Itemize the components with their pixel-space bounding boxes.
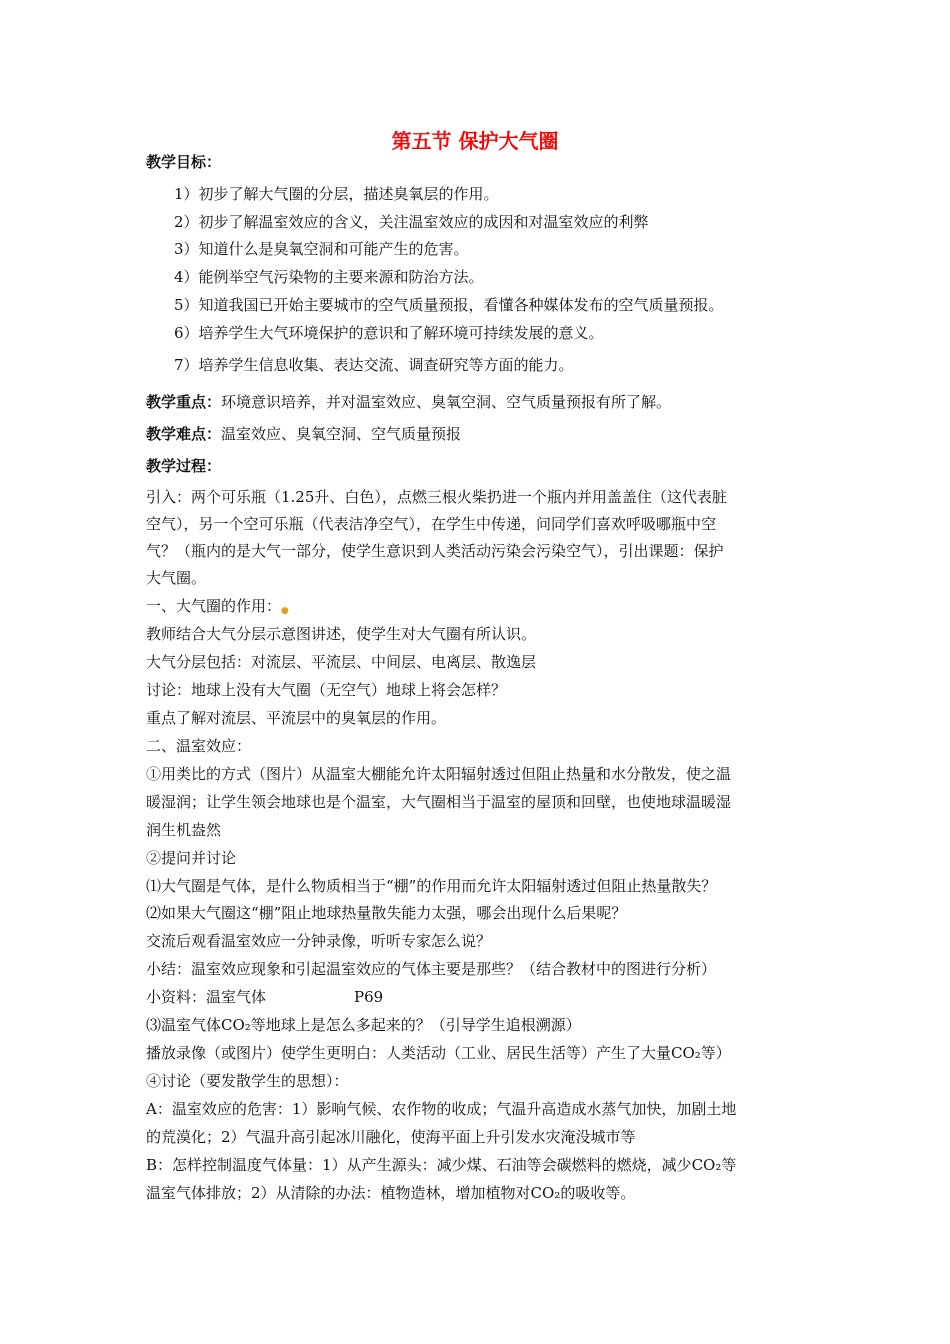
objective-item: 3）知道什么是臭氧空洞和可能产生的危害。 xyxy=(174,240,469,258)
page-title: 第五节 保护大气圈 xyxy=(391,129,559,153)
process-line: 润生机盎然 xyxy=(146,821,222,839)
process-line: 大气圈。 xyxy=(146,569,207,587)
process-line: ①用类比的方式（图片）从温室大棚能允许太阳辐射透过但阻止热量和水分散发，使之温 xyxy=(146,765,732,783)
process-line: 播放录像（或图片）使学生更明白：人类活动（工业、居民生活等）产生了大量CO₂等） xyxy=(146,1044,731,1062)
key-points-text: 环境意识培养，并对温室效应、臭氧空洞、空气质量预报有所了解。 xyxy=(221,393,672,411)
process-line: B：怎样控制温度气体量：1）从产生源头：减少煤、石油等会碳燃料的燃烧，减少CO₂等 xyxy=(146,1156,737,1174)
objective-item: 5）知道我国已开始主要城市的空气质量预报，看懂各种媒体发布的空气质量预报。 xyxy=(174,296,724,314)
reference-line xyxy=(146,987,383,1007)
process-line: 的荒漠化；2）气温升高引起冰川融化，使海平面上升引发水灾淹没城市等 xyxy=(146,1128,636,1146)
process-line: 重点了解对流层、平流层中的臭氧层的作用。 xyxy=(146,709,447,727)
process-heading: 教学过程： xyxy=(146,457,222,475)
difficulties-text: 温室效应、臭氧空洞、空气质量预报 xyxy=(221,425,462,443)
process-line: 温室气体排放；2）从清除的办法：植物造林，增加植物对CO₂的吸收等。 xyxy=(146,1184,636,1202)
process-line: 教师结合大气分层示意图讲述，使学生对大气圈有所认识。 xyxy=(146,625,537,643)
process-line: ⑵如果大气圈这“棚”阻止地球热量散失能力太强，哪会出现什么后果呢？ xyxy=(146,904,627,922)
process-line: A：温室效应的危害：1）影响气候、农作物的收成；气温升高造成水蒸气加快，加剧土地 xyxy=(146,1100,737,1118)
difficulties xyxy=(146,424,461,444)
objectives-heading: 教学目标： xyxy=(146,153,222,171)
marker-dot-icon: ● xyxy=(281,606,289,616)
process-line: 气？（瓶内的是大气一部分，使学生意识到人类活动污染会污染空气），引出课题：保护 xyxy=(146,542,724,560)
objective-item: 7）培养学生信息收集、表达交流、调查研究等方面的能力。 xyxy=(174,356,574,374)
section-heading: 二、温室效应： xyxy=(146,737,252,755)
process-line: ⑶温室气体CO₂等地球上是怎么多起来的？（引导学生追根溯源） xyxy=(146,1016,581,1034)
objective-item: 1）初步了解大气圈的分层，描述臭氧层的作用。 xyxy=(174,185,499,203)
process-line: ④讨论（要发散学生的思想）： xyxy=(146,1072,349,1090)
objective-item: 6）培养学生大气环境保护的意识和了解环境可持续发展的意义。 xyxy=(174,324,604,342)
page-reference: P69 xyxy=(354,988,384,1006)
difficulties-label: 教学难点： xyxy=(146,425,222,443)
section-heading xyxy=(146,596,289,621)
process-line: 空气），另一个空可乐瓶（代表洁净空气），在学生中传递，问同学们喜欢呼吸哪瓶中空 xyxy=(146,515,717,533)
process-line: 讨论：地球上没有大气圈（无空气）地球上将会怎样？ xyxy=(146,681,507,699)
process-line: 一、大气圈的作用： xyxy=(146,597,282,615)
process-line: 大气分层包括：对流层、平流层、中间层、电离层、散逸层 xyxy=(146,653,537,671)
process-line: ②提问并讨论 xyxy=(146,849,237,867)
objective-item: 4）能例举空气污染物的主要来源和防治方法。 xyxy=(174,268,484,286)
objective-item: 2）初步了解温室效应的含义，关注温室效应的成因和对温室效应的利弊 xyxy=(174,213,649,231)
process-line: 暖湿润；让学生领会地球也是个温室，大气圈相当于温室的屋顶和回壁，也使地球温暖湿 xyxy=(146,793,732,811)
process-line: 小资料：温室气体 xyxy=(146,988,267,1006)
key-points xyxy=(146,392,671,412)
process-line: 交流后观看温室效应一分钟录像，听听专家怎么说？ xyxy=(146,932,492,950)
key-points-label: 教学重点： xyxy=(146,393,222,411)
process-line: 引入：两个可乐瓶（1.25升、白色），点燃三根火柴扔进一个瓶内并用盖盖住（这代表脏 xyxy=(146,488,727,506)
process-line: ⑴大气圈是气体，是什么物质相当于“棚”的作用而允许太阳辐射透过但阻止热量散失？ xyxy=(146,877,717,895)
process-line: 小结：温室效应现象和引起温室效应的气体主要是那些？（结合教材中的图进行分析） xyxy=(146,960,717,978)
